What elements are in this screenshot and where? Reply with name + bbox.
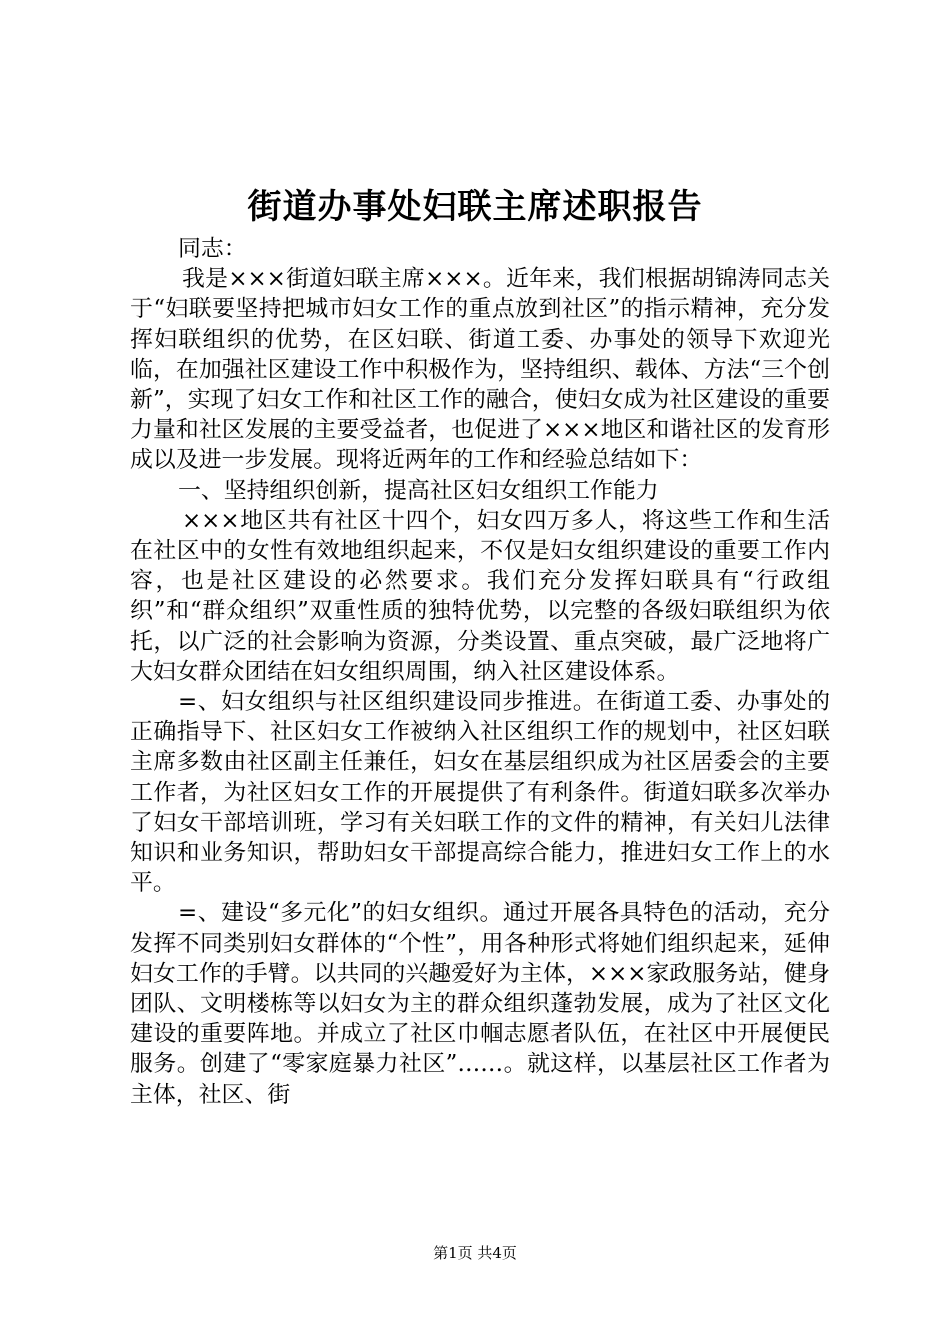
document-title: 街道办事处妇联主席述职报告 (247, 187, 703, 227)
paragraph-diversified-organization: =、建设“多元化”的妇女组织。通过开展各具特色的活动，充分发挥不同类别妇女群体的“个性”，用各种形式将她们组织起来，延伸妇女工作的手臂。以共同的兴趣爱好为主体，×××家政服务站，健身团队、文明楼栋等以妇女为主的群众组织蓬勃发展，成为了社区文化建设的重要阵地。并成立了社区巾帼志愿者队伍，在社区中开展便民服务。创建了“零家庭暴力社区”……。就这样，以基层社区工作者为主体，社区、街 (130, 900, 830, 1108)
page-footer: 第1页 共4页 (433, 1244, 517, 1262)
paragraph-organization: ×××地区共有社区十四个，妇女四万多人，将这些工作和生活在社区中的女性有效地组织起来，不仅是妇女组织建设的重要工作内容，也是社区建设的必然要求。我们充分发挥妇联具有“行政组织”和“群众组织”双重性质的独特优势，以完整的各级妇联组织为依托，以广泛的社会影响为资源，分类设置、重点突破，最广泛地将广大妇女群众团结在妇女组织周围，纳入社区建设体系。 (130, 507, 830, 685)
paragraph-sync-construction: =、妇女组织与社区组织建设同步推进。在街道工委、办事处的正确指导下、社区妇女工作被纳入社区组织工作的规划中，社区妇联主席多数由社区副主任兼任，妇女在基层组织成为社区居委会的主要工作者，为社区妇女工作的开展提供了有利条件。街道妇联多次举办了妇女干部培训班，学习有关妇联工作的文件的精神，有关妇儿法律知识和业务知识，帮助妇女干部提高综合能力，推进妇女工作上的水平。 (130, 689, 830, 897)
section-heading-1: 一、坚持组织创新，提高社区妇女组织工作能力 (178, 477, 659, 504)
document-body (130, 234, 830, 1110)
paragraph-intro: 我是×××街道妇联主席×××。近年来，我们根据胡锦涛同志关于“妇联要坚持把城市妇女工作的重点放到社区”的指示精神，充分发挥妇联组织的优势，在区妇联、街道工委、办事处的领导下欢迎光临，在加强社区建设工作中积极作为，坚持组织、载体、方法“三个创新”，实现了妇女工作和社区工作的融合，使妇女成为社区建设的重要力量和社区发展的主要受益者，也促进了×××地区和谐社区的发育形成以及进一步发展。现将近两年的工作和经验总结如下： (130, 266, 830, 474)
salutation: 同志： (178, 236, 247, 262)
